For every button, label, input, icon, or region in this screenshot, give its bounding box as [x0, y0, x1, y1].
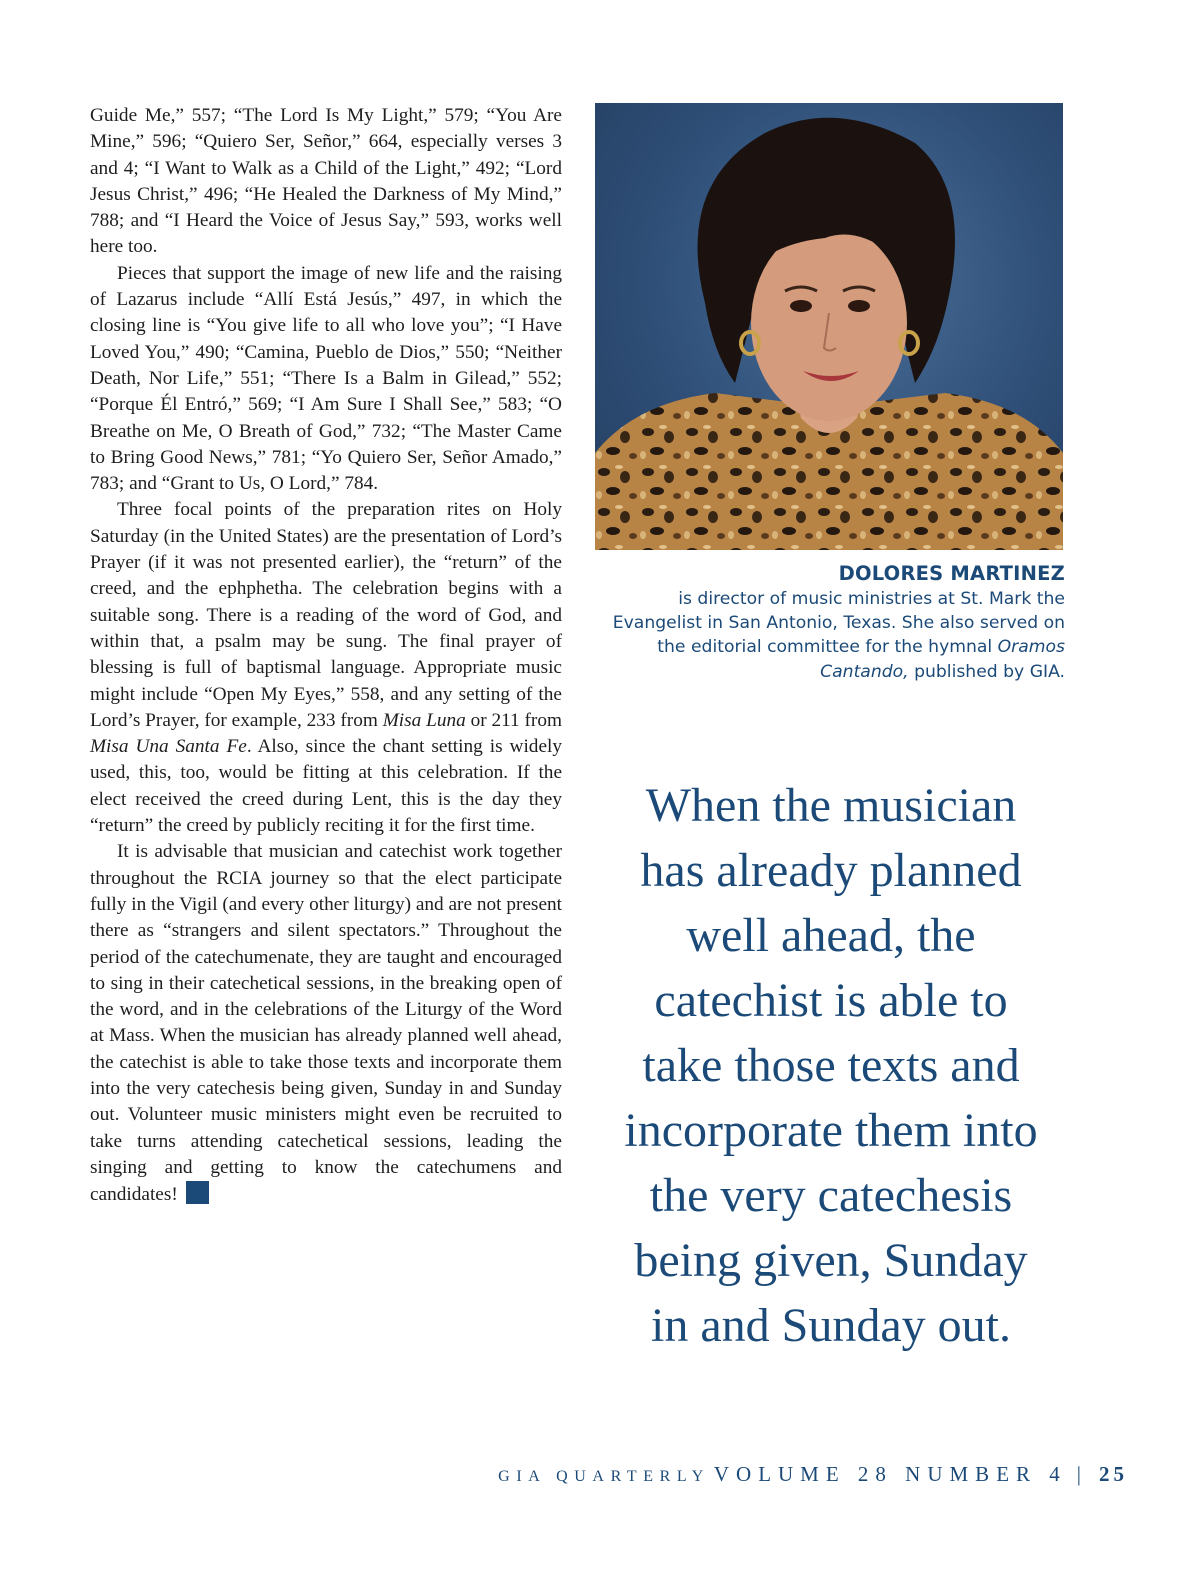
pull-quote-line: well ahead, the [686, 909, 976, 962]
article-paragraph [90, 103, 562, 261]
paragraph-text: It is advisable that musician and catechist work together throughout the RCIA journey so that the elect participate fully in the Vigil (and every other liturgy) and are not present there as “strangers and silent spectators.” Throughout the period of the catechumenate, they are taught and encouraged to sing in their catechetical sessions, in the breaking open of the word, and in the celebrations of the Liturgy of the Word at Mass. When the musician has already planned well ahead, the catechist is able to take those texts and incorporate them into the very catechesis being given, Sunday in and Sunday out. Volunteer music ministers might even be recruited to take turns attending catechetical sessions, leading the singing and getting to know the catechumens and candidates! [90, 841, 562, 1206]
portrait-illustration [595, 103, 1063, 550]
pull-quote [592, 773, 1070, 1358]
page-footer [300, 1462, 1128, 1487]
end-of-article-mark [186, 1181, 209, 1204]
pull-quote-line: being given, Sunday [634, 1234, 1028, 1287]
author-name: DOLORES MARTINEZ [838, 562, 1065, 585]
paragraph-text: or 211 from [465, 709, 562, 731]
author-caption [595, 561, 1065, 684]
article-paragraph [90, 497, 562, 839]
author-bio [595, 587, 1065, 684]
page-number: 25 [1099, 1462, 1128, 1486]
pull-quote-line: take those texts and [642, 1039, 1020, 1092]
italic-title: Misa Una Santa Fe [90, 736, 247, 758]
footer-separator: | [1076, 1462, 1081, 1486]
pull-quote-line: catechist is able to [654, 974, 1008, 1027]
hymnal-title: Oramos Cantando, [820, 637, 1065, 682]
author-bio-text: is director of music ministries at St. Mark the Evangelist in San Antonio, Texas. She also served on the editorial committee for the hymnal [612, 589, 1065, 658]
pull-quote-line: has already planned [640, 844, 1022, 897]
pull-quote-line: in and Sunday out. [651, 1299, 1011, 1352]
publication-name: GIA QUARTERLY [498, 1468, 710, 1485]
volume-number: VOLUME 28 NUMBER 4 [713, 1462, 1067, 1486]
author-portrait [595, 103, 1063, 550]
article-paragraph [90, 261, 562, 498]
paragraph-text: Pieces that support the image of new life and the raising of Lazarus include “Allí Está Jesús,” 497, in which the closing line is “You give life to all who love you”; “I Have Loved You,” 490; “Camina, Pueblo de Dios,” 550; “Neither Death, Nor Life,” 551; “There Is a Balm in Gilead,” 552; “Porque Él Entró,” 569; “I Am Sure I Shall See,” 583; “O Breathe on Me, O Breath of God,” 732; “The Master Came to Bring Good News,” 781; “Yo Quiero Ser, Señor Amado,” 783; and “Grant to Us, O Lord,” 784. [90, 262, 562, 495]
italic-title: Misa Luna [382, 709, 466, 731]
article-paragraph [90, 839, 562, 1208]
paragraph-text: . Also, since the chant setting is widely used, this, too, would be fitting at this celebration. If the elect received the creed during Lent, this is the day they “return” the creed by publicly reciting it for the first time. [90, 736, 562, 837]
pull-quote-line: the very catechesis [649, 1169, 1013, 1222]
pull-quote-line: incorporate them into [624, 1104, 1038, 1157]
pull-quote-line: When the musician [645, 779, 1017, 832]
article-body [90, 103, 562, 1208]
paragraph-text: Three focal points of the preparation rites on Holy Saturday (in the United States) are the presentation of Lord’s Prayer (if it was not presented earlier), the “return” of the creed, and the ephphetha. The celebration begins with a suitable song. There is a reading of the word of God, and within that, a psalm may be sung. The final prayer of blessing is full of baptismal language. Appropriate music might include “Open My Eyes,” 558, and any setting of the Lord’s Prayer, for example, 233 from [90, 499, 562, 731]
paragraph-text: Guide Me,” 557; “The Lord Is My Light,” 579; “You Are Mine,” 596; “Quiero Ser, Señor,” 664, especially verses 3 and 4; “I Want to Walk as a Child of the Light,” 492; “Lord Jesus Christ,” 496; “He Healed the Darkness of My Mind,” 788; and “I Heard the Voice of Jesus Say,” 593, works well here too. [90, 105, 562, 258]
author-bio-publisher: published by GIA. [908, 661, 1065, 682]
